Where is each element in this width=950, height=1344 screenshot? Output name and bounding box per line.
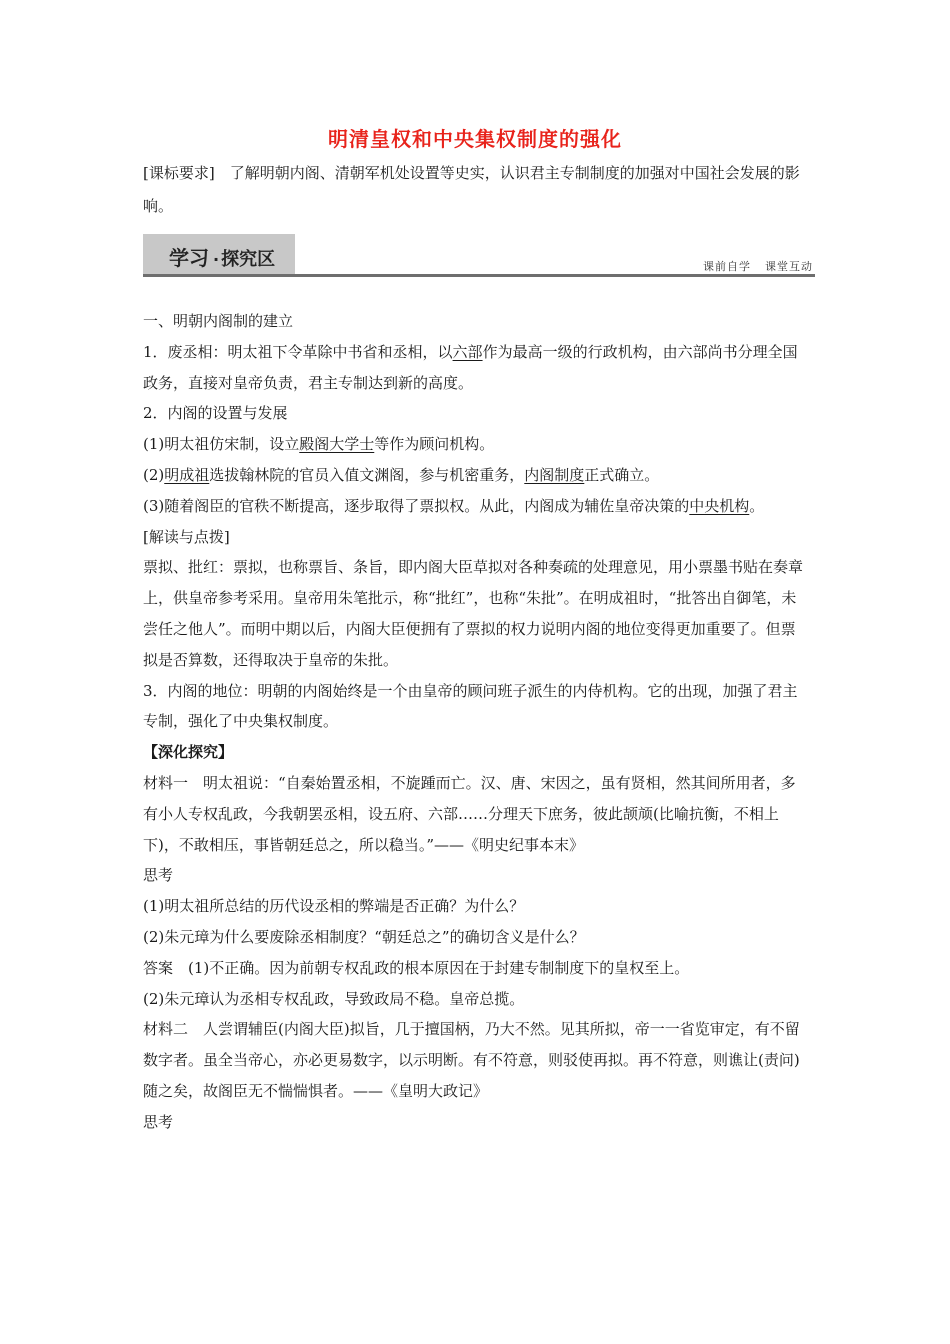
text-run: (1)明太祖仿宋制，设立 <box>143 435 300 454</box>
paragraph <box>143 429 809 460</box>
section-heading: 一、明朝内阁制的建立 <box>143 312 294 330</box>
underlined-term: 内阁制度 <box>524 465 585 484</box>
paragraph: 思考 <box>143 866 174 885</box>
text-run: 。 <box>749 496 765 515</box>
banner-tab-label <box>169 242 275 271</box>
paragraph: 材料一 明太祖说：“自秦始置丞相，不旋踵而亡。汉、唐、宋因之，虽有贤相，然其间所用者，多有小人专权乱政，今我朝罢丞相，设五府、六部……分理天下庶务，彼此颉颃(比喻抗衡，不相上下)，不敢相压，事皆朝廷总之，所以稳当。”——《明史纪事本末》 <box>143 773 796 854</box>
text-run: (3)随着阁臣的官秩不断提高，逐步取得了票拟权。从此，内阁成为辅佐皇帝决策的 <box>143 496 690 515</box>
banner-sub: 探究区 <box>221 249 276 270</box>
paragraph: 答案 (1)不正确。因为前朝专权乱政的根本原因在于封建专制制度下的皇权至上。 <box>143 958 690 977</box>
paragraph: [解读与点拨] <box>143 527 230 546</box>
paragraph <box>143 337 809 399</box>
paragraph: 2．内阁的设置与发展 <box>143 404 288 423</box>
banner-class-interaction: 课堂互动 <box>765 260 813 273</box>
banner-main: 学习 <box>169 246 209 270</box>
paragraph: 票拟、批红：票拟，也称票旨、条旨，即内阁大臣草拟对各种奏疏的处理意见，用小票墨书贴在奏章上，供皇帝参考采用。皇帝用朱笔批示，称“批红”，也称“朱批”。在明成祖时，“批答出自御笔，未尝任之他人”。而明中期以后，内阁大臣便拥有了票拟的权力说明内阁的地位变得更加重要了。但票拟是否算数，还得取决于皇帝的朱批。 <box>143 558 804 669</box>
document-body <box>143 306 809 1138</box>
underlined-term: 明成祖 <box>164 465 210 484</box>
paragraph: (1)明太祖所总结的历代设丞相的弊端是否正确？为什么？ <box>143 897 525 916</box>
text-run: 选拔翰林院的官员入值文渊阁，参与机密重务， <box>209 465 525 484</box>
paragraph <box>143 491 809 522</box>
text-run: 作为最高一级的行政机构，由六部尚书分理全国政务，直接对皇帝负责，君主专制达到新的高度。 <box>143 342 798 392</box>
paragraph: 思考 <box>143 1112 174 1131</box>
paragraph: 材料二 人尝谓辅臣(内阁大臣)拟旨，几于擅国柄，乃大不然。见其所拟，帝一一省览审定，有不留数字者。虽全当帝心，亦必更易数字，以示明断。有不符意，则驳使再拟。再不符意，则谯让(责问)随之矣，故阁臣无不惴惴惧者。——《皇明大政记》 <box>143 1020 800 1100</box>
text-run: (2) <box>143 465 165 484</box>
page-title: 明清皇权和中央集权制度的强化 <box>328 127 622 151</box>
banner-dot: · <box>213 250 220 269</box>
underlined-term: 中央机构 <box>689 496 750 515</box>
section-banner <box>143 234 815 278</box>
paragraph <box>143 460 809 491</box>
paragraph: 3．内阁的地位：明朝的内阁始终是一个由皇帝的顾问班子派生的内侍机构。它的出现，加强了君主专制，强化了中央集权制度。 <box>143 681 798 731</box>
curriculum-requirement: [课标要求] 了解明朝内阁、清朝军机处设置等史实，认识君主专制制度的加强对中国社会发展的影响。 <box>143 164 800 215</box>
underlined-term: 殿阁大学士 <box>299 435 375 454</box>
text-run: 等作为顾问机构。 <box>374 435 495 454</box>
text-run: 正式确立。 <box>584 465 660 484</box>
paragraph: (2)朱元璋认为丞相专权乱政，导致政局不稳。皇帝总揽。 <box>143 989 525 1008</box>
paragraph: (2)朱元璋为什么要废除丞相制度？“朝廷总之”的确切含义是什么？ <box>143 927 585 946</box>
deep-inquiry-heading: 【深化探究】 <box>143 743 234 762</box>
banner-rule <box>143 274 815 277</box>
banner-self-study: 课前自学 <box>703 260 751 273</box>
text-run: 1．废丞相：明太祖下令革除中书省和丞相，以 <box>143 342 453 361</box>
underlined-term: 六部 <box>452 342 483 361</box>
banner-right-labels <box>703 258 813 274</box>
